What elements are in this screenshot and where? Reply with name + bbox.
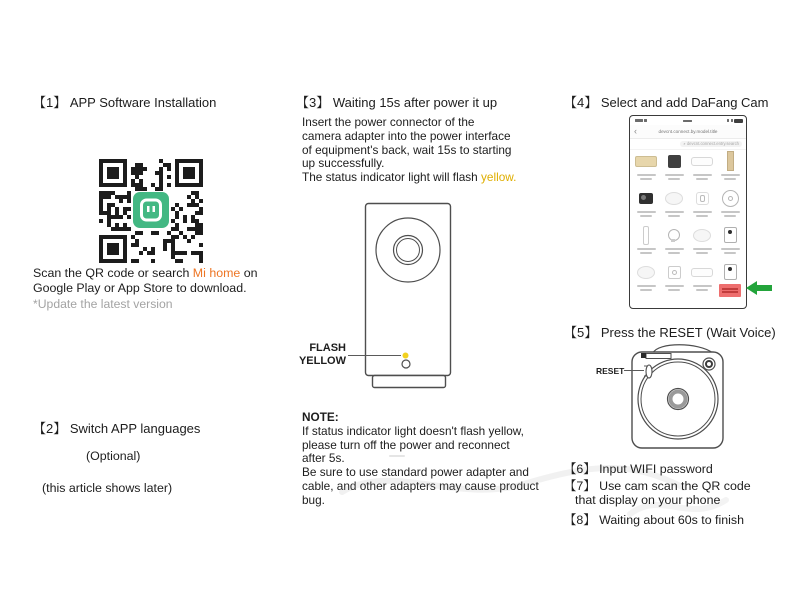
section-1-title: 【1】 APP Software Installation	[33, 95, 217, 110]
desk-lamp-icon	[696, 192, 709, 205]
power-port-pin	[706, 361, 712, 367]
device-item-hub	[632, 261, 660, 298]
camera-back-illustration	[620, 336, 740, 454]
device-label	[721, 248, 740, 250]
device-label	[640, 289, 652, 291]
device-label	[637, 211, 656, 213]
article-note: (this article shows later)	[42, 481, 173, 495]
device-label	[665, 174, 684, 176]
device-label	[696, 252, 708, 254]
device-item-smart-plug	[660, 261, 688, 298]
setup-button	[402, 360, 410, 368]
section-8-title: 【8】 Waiting about 60s to finish	[564, 513, 744, 527]
sd-card-slot	[646, 354, 671, 359]
device-item-ac-partner	[688, 150, 716, 187]
camera-body	[366, 204, 451, 376]
device-label	[693, 248, 712, 250]
ac-strip-icon	[691, 268, 713, 277]
device-item-nightlight	[660, 187, 688, 224]
device-label	[693, 211, 712, 213]
device-item-gateway	[688, 224, 716, 261]
clock-text	[683, 120, 692, 123]
device-label	[696, 215, 708, 217]
back-chevron-icon: ‹	[634, 126, 637, 136]
zigbee-device-icon	[643, 226, 649, 245]
qr-code-image	[98, 158, 204, 264]
optional-note: (Optional)	[86, 449, 141, 463]
device-item-mini-camera	[716, 224, 744, 261]
hub-ring	[671, 392, 686, 407]
reset-leader-line	[624, 370, 644, 371]
gateway-icon	[693, 229, 711, 242]
note-body: If status indicator light doesn't flash yellow, please turn off the power and reconnect after 5s. Be sure to use standard power adapter and cable, and other adapters may cause product bug.	[302, 423, 539, 507]
section-7-title: 【7】 Use cam scan the QR code	[564, 479, 751, 493]
device-item-smart-speaker	[660, 150, 688, 187]
phone-nav-title: devcnt.connect.by.model.title	[658, 129, 718, 134]
power-instructions: Insert the power connector of the camera adapter into the power interface of equipment's back, wait 15s to starting up successfully.	[302, 115, 512, 171]
camera-base	[373, 376, 446, 388]
nightlight-icon	[665, 192, 683, 205]
note-label: NOTE:	[302, 410, 339, 424]
device-item-desk-lamp	[688, 187, 716, 224]
reset-label: RESET	[596, 366, 625, 376]
device-label	[721, 174, 740, 176]
flash-sentence: The status indicator light will flash	[302, 170, 481, 185]
smart-speaker-icon	[668, 155, 681, 168]
green-arrow-icon	[745, 279, 773, 297]
yellow-word: yellow.	[481, 170, 517, 185]
device-label	[665, 248, 684, 250]
device-label	[637, 285, 656, 287]
device-label	[665, 285, 684, 287]
phone-status-bar	[630, 116, 746, 125]
section-3-title: 【3】 Waiting 15s after power it up	[296, 95, 498, 110]
mi-home-brand: Mi home	[192, 266, 241, 280]
device-label	[637, 174, 656, 176]
section-5-title: 【5】 Press the RESET (Wait Voice)	[564, 325, 776, 340]
device-item-smart-bulb	[660, 224, 688, 261]
device-label	[668, 252, 680, 254]
scan-instruction	[33, 266, 258, 296]
smart-plug-icon	[668, 266, 681, 279]
device-label	[640, 215, 652, 217]
highlighted-device-label	[719, 284, 741, 297]
camera-icon	[639, 193, 653, 204]
ac-partner-icon	[691, 157, 713, 166]
device-label	[640, 178, 652, 180]
search-icon: ⌕	[683, 140, 686, 146]
microphone-hole	[641, 353, 646, 358]
search-text: devcnt.connect.entry.search	[686, 140, 739, 146]
section-2-title: 【2】 Switch APP languages	[33, 421, 201, 436]
device-item-wall-switch	[716, 150, 744, 187]
mi-home-qr-code	[80, 140, 186, 246]
hub-icon	[637, 266, 655, 279]
device-label	[637, 248, 656, 250]
device-item-dafang-cam	[716, 261, 744, 298]
device-item-zigbee-device	[632, 224, 660, 261]
mini-camera-icon	[724, 227, 737, 243]
device-label	[696, 289, 708, 291]
device-label	[668, 215, 680, 217]
device-label	[693, 285, 712, 287]
device-label	[665, 211, 684, 213]
device-label	[724, 178, 736, 180]
device-label	[640, 252, 652, 254]
air-conditioner-icon	[635, 156, 657, 167]
device-label	[724, 215, 736, 217]
device-item-robot-vacuum	[716, 187, 744, 224]
robot-vacuum-icon	[722, 190, 739, 207]
device-label	[668, 178, 680, 180]
scan-text-after: on Google Play or App Store to download.	[33, 266, 258, 295]
section-6-title: 【6】 Input WIFI password	[564, 462, 713, 476]
device-label	[721, 211, 740, 213]
device-item-air-conditioner	[632, 150, 660, 187]
scan-text-before: Scan the QR code or search	[33, 266, 193, 280]
section-4-title: 【4】 Select and add DaFang Cam	[564, 95, 769, 110]
smart-bulb-icon	[668, 229, 680, 241]
wall-switch-icon	[727, 151, 734, 171]
camera-front-illustration	[360, 200, 456, 392]
yellow-status-light	[403, 353, 409, 359]
device-grid	[630, 150, 746, 298]
section-3-body	[302, 116, 516, 185]
phone-nav-bar	[630, 125, 746, 139]
dafang-cam-icon	[724, 264, 737, 280]
search-pill	[680, 141, 742, 147]
flash-yellow-label: FLASH YELLOW	[298, 342, 346, 367]
device-label	[724, 252, 736, 254]
device-label	[693, 174, 712, 176]
device-label	[668, 289, 680, 291]
section-7-continuation: that display on your phone	[575, 493, 721, 507]
phone-screenshot	[629, 115, 747, 309]
phone-search-bar	[630, 139, 746, 150]
flash-label-leader-line	[348, 355, 401, 356]
update-note: *Update the latest version	[33, 297, 173, 311]
device-item-camera	[632, 187, 660, 224]
device-item-ac-strip	[688, 261, 716, 298]
device-label	[696, 178, 708, 180]
